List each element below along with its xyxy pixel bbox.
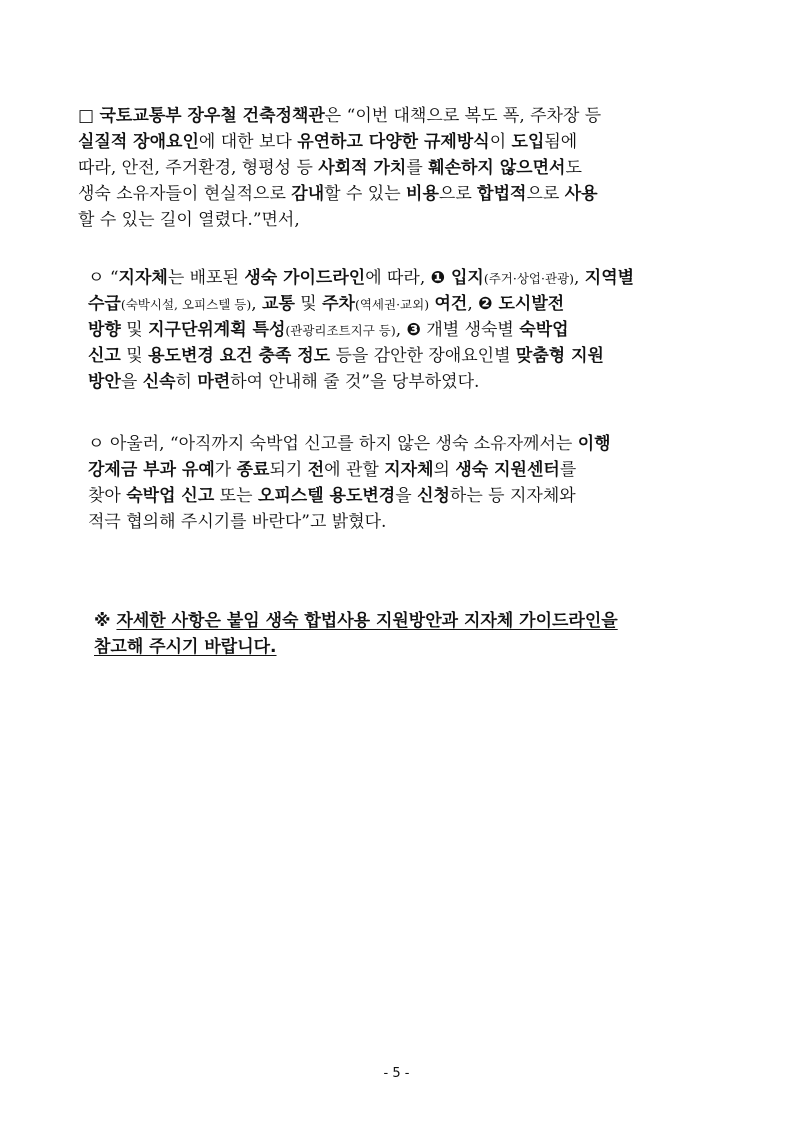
body-text: 히 bbox=[175, 372, 198, 392]
bold-text: 수급 bbox=[88, 294, 121, 314]
bold-text: ❷ 도시발전 bbox=[478, 294, 565, 314]
bold-text: 참고해 주시기 바랍니다. bbox=[94, 637, 277, 657]
text-line bbox=[78, 127, 723, 153]
line-content bbox=[88, 481, 723, 506]
body-text: 으로 bbox=[526, 184, 565, 204]
body-text: (숙박시설, 오피스텔 등) bbox=[120, 297, 252, 312]
body-text: 됨에 bbox=[544, 132, 578, 152]
bold-text: 사회적 가치 bbox=[318, 158, 407, 178]
body-text: 및 bbox=[120, 346, 149, 366]
body-text: , bbox=[251, 294, 263, 314]
text-line bbox=[94, 632, 723, 658]
body-text: , bbox=[467, 294, 479, 314]
line-content bbox=[88, 263, 723, 288]
text-line bbox=[94, 606, 723, 632]
paragraph-owner-request bbox=[88, 429, 723, 533]
line-content bbox=[88, 507, 723, 532]
bold-text: 이행 bbox=[577, 434, 611, 454]
body-text: 에 관할 bbox=[324, 460, 385, 480]
body-text: 을 bbox=[395, 486, 418, 506]
body-text: 등을 감안한 장애요인별 bbox=[330, 346, 516, 366]
bold-text: 도입 bbox=[511, 132, 545, 152]
text-line bbox=[78, 101, 723, 127]
body-text: 의 bbox=[433, 460, 456, 480]
body-text: , bbox=[573, 268, 585, 288]
body-text: 가 bbox=[214, 460, 237, 480]
bold-text: 훼손하지 않으면서 bbox=[428, 158, 566, 178]
bold-text: 종료 bbox=[236, 460, 270, 480]
bold-text: 맞춤형 지원 bbox=[515, 346, 604, 366]
line-content bbox=[78, 127, 723, 152]
text-line bbox=[78, 205, 723, 231]
bold-text: 숙박업 bbox=[519, 320, 569, 340]
bold-text: 용도변경 요건 충족 정도 bbox=[148, 346, 331, 366]
body-text: ㅇ “ bbox=[88, 268, 119, 288]
bold-text: 사용 bbox=[564, 184, 598, 204]
text-line bbox=[88, 481, 723, 507]
text-line bbox=[88, 429, 723, 455]
text-line bbox=[88, 289, 723, 315]
text-line bbox=[88, 341, 723, 367]
bold-text: 신속 bbox=[142, 372, 176, 392]
body-text: 하는 등 지자체와 bbox=[449, 486, 576, 506]
bold-text: 마련 bbox=[197, 372, 231, 392]
body-text: 에 대한 보다 bbox=[198, 132, 298, 152]
line-content bbox=[78, 179, 723, 204]
bold-text: 숙박업 신고 bbox=[126, 486, 215, 506]
bold-text: 여건 bbox=[434, 294, 468, 314]
bold-text: 지자체 bbox=[384, 460, 434, 480]
body-text: (역세권·교외) bbox=[354, 297, 430, 312]
bold-text: ❶ 입지 bbox=[430, 268, 484, 288]
bold-text: ※ bbox=[94, 611, 117, 631]
body-text: □ bbox=[78, 106, 100, 126]
bold-text: 생숙 가이드라인 bbox=[244, 268, 366, 288]
bold-text: 지역별 bbox=[584, 268, 635, 288]
body-text: (주거·상업·관광) bbox=[483, 271, 574, 286]
body-text: 할 수 있는 길이 열렸다.”면서, bbox=[78, 210, 300, 230]
line-content bbox=[94, 606, 723, 631]
body-text: , bbox=[395, 320, 407, 340]
text-line bbox=[78, 153, 723, 179]
body-text: 적극 협의해 주시기를 바란다”고 밝혔다. bbox=[88, 512, 387, 532]
bold-text: 신청 bbox=[417, 486, 450, 506]
text-line bbox=[88, 455, 723, 481]
bold-text: 신고 bbox=[88, 346, 121, 366]
bold-text: 방향 bbox=[88, 320, 121, 340]
body-text: 은 “이번 대책으로 복도 폭, 주차장 등 bbox=[324, 106, 602, 126]
body-text: 따라, 안전, 주거환경, 형평성 등 bbox=[78, 158, 319, 178]
line-content bbox=[78, 153, 723, 178]
body-text: 할 수 있는 bbox=[324, 184, 407, 204]
line-content bbox=[88, 367, 723, 392]
line-content bbox=[88, 429, 723, 454]
bold-text: 국토교통부 장우철 건축정책관 bbox=[99, 106, 325, 126]
bold-text: 자세한 사항은 붙임 생숙 합법사용 지원방안과 지자체 가이드라인을 bbox=[116, 611, 618, 631]
body-text: 및 bbox=[294, 294, 323, 314]
body-text: (관광리조트지구 등) bbox=[285, 323, 396, 338]
bold-text: ❸ bbox=[406, 320, 421, 340]
bold-text: 감내 bbox=[291, 184, 325, 204]
bold-text: 합법적 bbox=[477, 184, 527, 204]
paragraph-policy-statement bbox=[78, 101, 723, 231]
body-text: 또는 bbox=[214, 486, 258, 506]
text-line bbox=[88, 315, 723, 341]
bold-text: 주차 bbox=[322, 294, 355, 314]
line-content bbox=[94, 632, 723, 657]
bold-text: 비용 bbox=[406, 184, 439, 204]
bold-text: 오피스텔 용도변경 bbox=[257, 486, 396, 506]
body-text: 되기 bbox=[269, 460, 308, 480]
body-text: ㅇ 아울러, “아직까지 숙박업 신고를 하지 않은 생숙 소유자께서는 bbox=[88, 434, 578, 454]
body-text: 이 bbox=[489, 132, 512, 152]
body-text: 생숙 소유자들이 현실적으로 bbox=[78, 184, 292, 204]
body-text: 도 bbox=[565, 158, 582, 178]
text-line bbox=[88, 367, 723, 393]
text-line bbox=[88, 507, 723, 533]
body-text: 을 bbox=[120, 372, 143, 392]
paragraph-reference-note bbox=[94, 606, 723, 658]
page-number: - 5 - bbox=[383, 1066, 410, 1081]
bold-text: 지자체 bbox=[118, 268, 168, 288]
line-content bbox=[88, 315, 723, 340]
text-line bbox=[78, 179, 723, 205]
paragraph-local-government-guideline bbox=[88, 263, 723, 393]
line-content bbox=[88, 455, 723, 480]
bold-text: 강제금 부과 유예 bbox=[88, 460, 215, 480]
text-line bbox=[88, 263, 723, 289]
body-text: 에 따라, bbox=[365, 268, 431, 288]
body-text: 및 bbox=[120, 320, 149, 340]
line-content bbox=[88, 341, 723, 366]
bold-text: 실질적 장애요인 bbox=[78, 132, 199, 152]
body-text: 는 배포된 bbox=[167, 268, 245, 288]
line-content bbox=[78, 205, 723, 230]
bold-text: 방안 bbox=[88, 372, 121, 392]
bold-text: 생숙 지원센터 bbox=[455, 460, 560, 480]
body-text: 개별 생숙별 bbox=[420, 320, 520, 340]
line-content bbox=[88, 289, 723, 314]
bold-text: 전 bbox=[307, 460, 325, 480]
bold-text: 교통 bbox=[262, 294, 295, 314]
body-text: 으로 bbox=[438, 184, 478, 204]
body-text: 를 bbox=[406, 158, 429, 178]
bold-text: 유연하고 다양한 규제방식 bbox=[297, 132, 490, 152]
body-text: 하여 안내해 줄 것”을 당부하였다. bbox=[230, 372, 480, 392]
body-text: 를 bbox=[559, 460, 577, 480]
bold-text: 지구단위계획 특성 bbox=[148, 320, 286, 340]
body-text: 찾아 bbox=[88, 486, 127, 506]
line-content bbox=[78, 101, 723, 126]
